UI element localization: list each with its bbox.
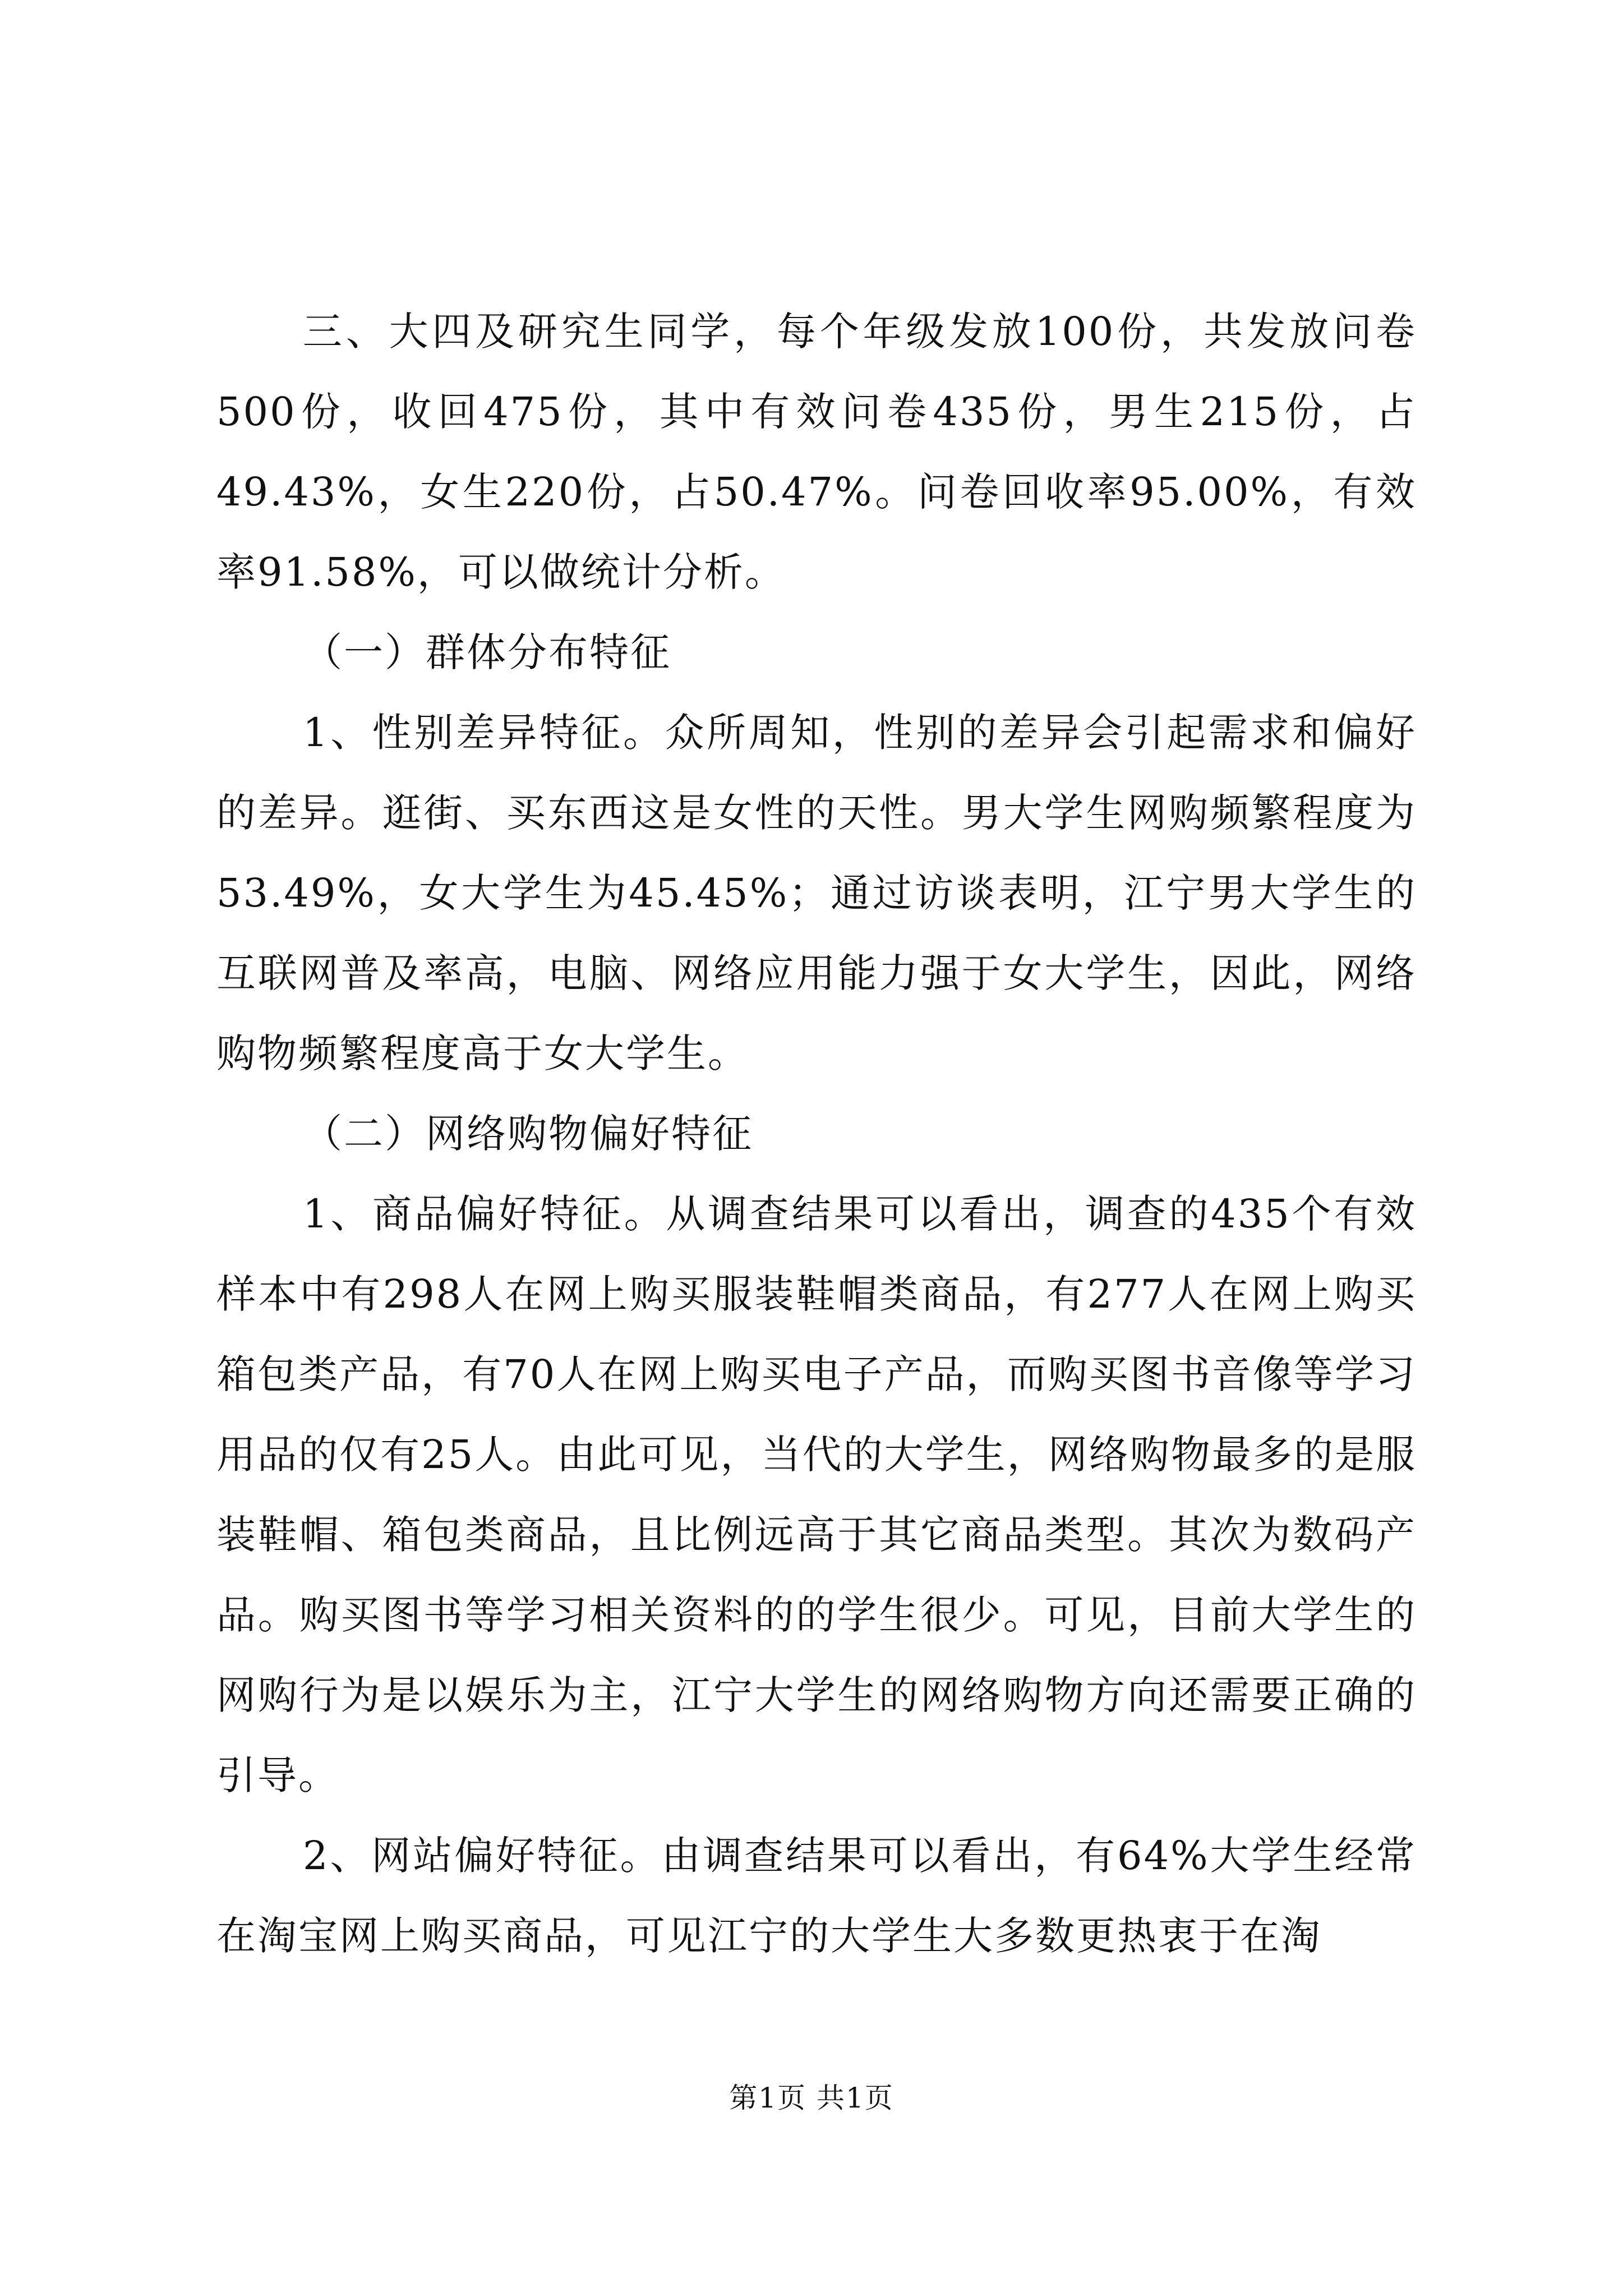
paragraph-website-preference: 2、网站偏好特征。由调查结果可以看出，有64%大学生经常在淘宝网上购买商品，可见江宁的大学生大多数更热衷于在淘 [216, 1833, 1417, 1959]
section-heading-shopping-preference: （二）网络购物偏好特征 [303, 1111, 753, 1157]
document-body [216, 292, 1417, 1976]
section-heading-group-distribution: （一）群体分布特征 [303, 629, 671, 675]
paragraph-product-preference: 1、商品偏好特征。从调查结果可以看出，调查的435个有效样本中有298人在网上购买服装鞋帽类商品，有277人在网上购买箱包类产品，有70人在网上购买电子产品，而购买图书音像等学习用品的仅有25人。由此可见，当代的大学生，网络购物最多的是服装鞋帽、箱包类商品，且比例远高于其它商品类型。其次为数码产品。购买图书等学习相关资料的的学生很少。可见，目前大学生的网购行为是以娱乐为主，江宁大学生的网络购物方向还需要正确的引导。 [216, 1191, 1417, 1798]
page-footer: 第1页 共1页 [729, 2082, 894, 2114]
paragraph-survey-sample: 三、大四及研究生同学，每个年级发放100份，共发放问卷500份，收回475份，其中有效问卷435份，男生215份，占49.43%，女生220份，占50.47%。问卷回收率95.00%，有效率91.58%，可以做统计分析。 [216, 309, 1417, 595]
paragraph-gender-difference: 1、性别差异特征。众所周知，性别的差异会引起需求和偏好的差异。逛街、买东西这是女性的天性。男大学生网购频繁程度为53.49%，女大学生为45.45%；通过访谈表明，江宁男大学生的互联网普及率高，电脑、网络应用能力强于女大学生，因此，网络购物频繁程度高于女大学生。 [216, 710, 1417, 1076]
